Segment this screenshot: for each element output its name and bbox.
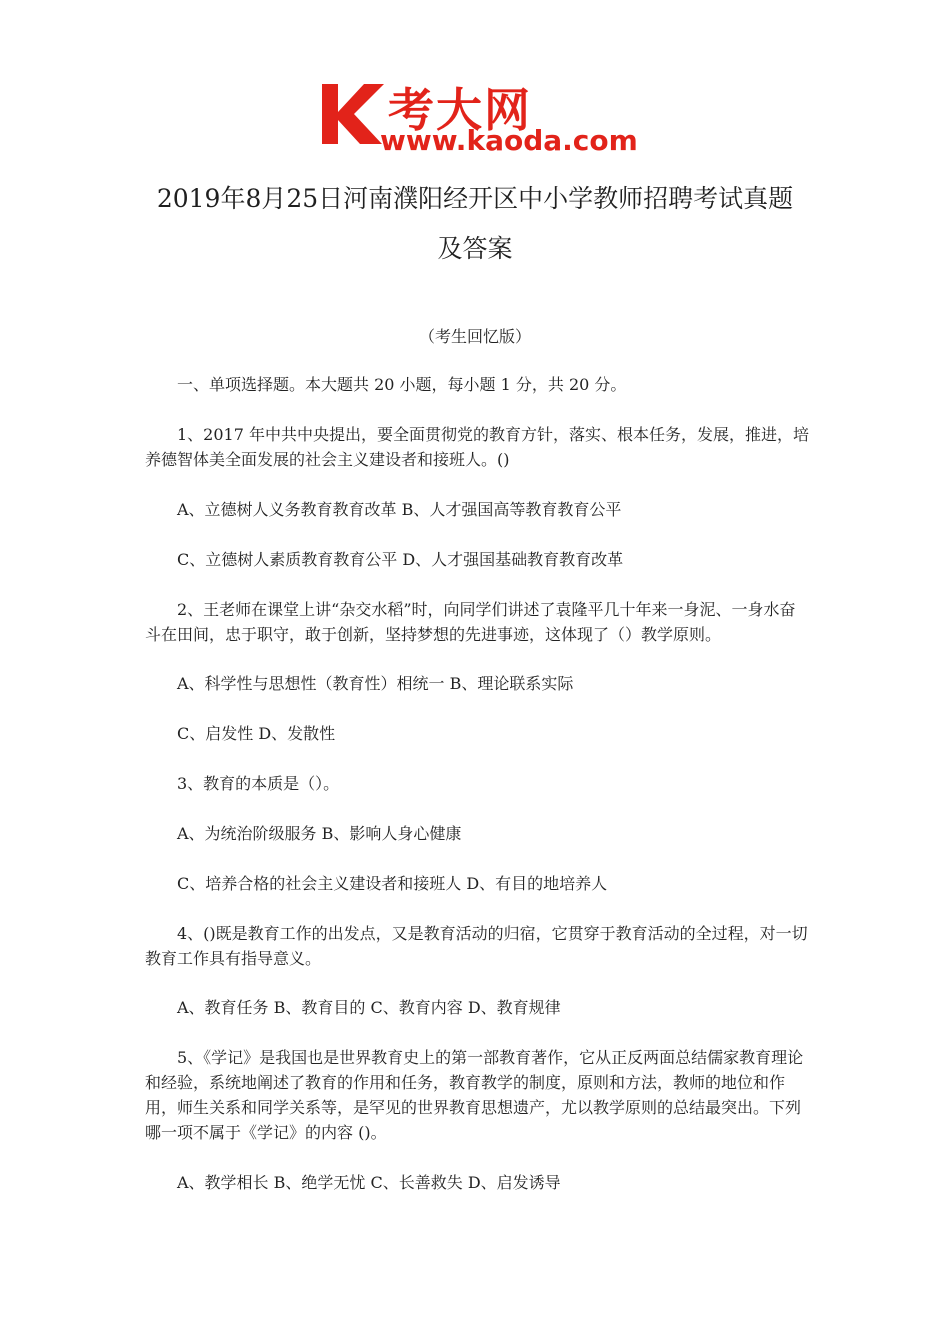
question-4-stem: 4、()既是教育工作的出发点，又是教育活动的归宿，它贯穿于教育活动的全过程，对一切教育工作具有指导意义。: [145, 924, 808, 968]
document-subtitle: （考生回忆版）: [418, 327, 531, 346]
question-2-option-line-2: C、启发性 D、发散性: [177, 724, 336, 743]
document-title-line-2: 及答案: [437, 234, 513, 263]
question-4-option-line-1: A、教育任务 B、教育目的 C、教育内容 D、教育规律: [177, 998, 561, 1017]
kaoda-logo: [318, 78, 638, 160]
question-2-stem: 2、王老师在课堂上讲“杂交水稻”时，向同学们讲述了袁隆平几十年来一身泥、一身水奋斗在田间，忠于职守，敢于创新，坚持梦想的先进事迹，这体现了（）教学原则。: [145, 600, 796, 644]
logo-chinese-text: 考大网: [388, 83, 532, 137]
question-2-option-line-1: A、科学性与思想性（教育性）相统一 B、理论联系实际: [177, 674, 574, 693]
question-3-stem: 3、教育的本质是（）。: [177, 774, 340, 793]
question-1-option-line-1: A、立德树人义务教育教育改革 B、人才强国高等教育教育公平: [177, 500, 622, 519]
question-1-stem: 1、2017 年中共中央提出，要全面贯彻党的教育方针，落实、根本任务，发展，推进，培养德智体美全面发展的社会主义建设者和接班人。(): [145, 425, 809, 469]
question-1-option-line-2: C、立德树人素质教育教育公平 D、人才强国基础教育教育改革: [177, 550, 624, 569]
document-title-line-1: 2019年8月25日河南濮阳经开区中小学教师招聘考试真题: [156, 184, 794, 213]
question-5-option-line-1: A、教学相长 B、绝学无忧 C、长善救失 D、启发诱导: [177, 1173, 561, 1192]
question-3-option-line-2: C、培养合格的社会主义建设者和接班人 D、有目的地培养人: [177, 874, 608, 893]
logo-url-text: www.kaoda.com: [380, 124, 638, 157]
question-5-stem: 5、《学记》是我国也是世界教育史上的第一部教育著作，它从正反两面总结儒家教育理论和经验，系统地阐述了教育的作用和任务，教育教学的制度，原则和方法，教师的地位和作用，师生关系和同学关系等，是罕见的世界教育思想遗产，尤以教学原则的总结最突出。下列哪一项不属于《学记》的内容 ()。: [145, 1048, 804, 1142]
question-3-option-line-1: A、为统治阶级服务 B、影响人身心健康: [177, 824, 462, 843]
section-heading: 一、单项选择题。本大题共 20 小题，每小题 1 分，共 20 分。: [177, 375, 627, 394]
